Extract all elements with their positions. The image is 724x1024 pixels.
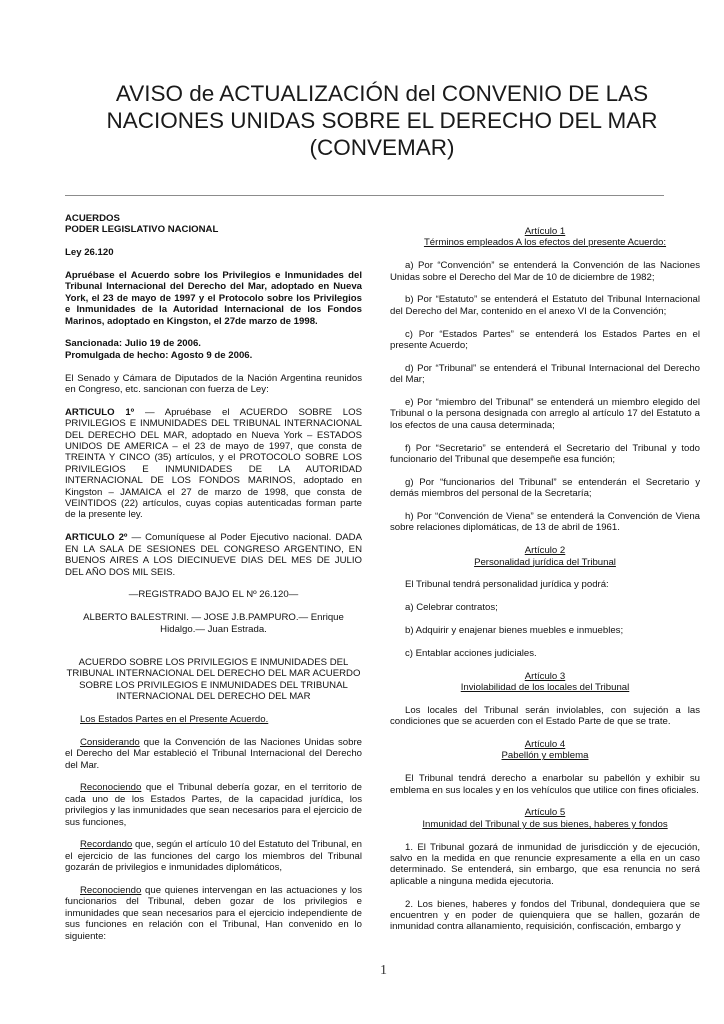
capacity-item: a) Celebrar contratos;	[405, 602, 498, 614]
article-2-label: ARTICULO 2º	[65, 532, 128, 544]
article-2	[65, 532, 362, 578]
article-2-heading: Artículo 2 Personalidad jurídica del Tribunal	[474, 545, 616, 568]
parties-heading: Los Estados Partes en el Presente Acuerdo.	[80, 713, 269, 725]
article-3-heading: Artículo 3 Inviolabilidad de los locales del Tribunal	[460, 670, 630, 694]
left-column	[65, 213, 362, 953]
law-summary: Apruébase el Acuerdo sobre los Privilegios e Inmunidades del Tribunal Internacional del Derecho del Mar, adoptado en Nueva York, el 23 de mayo de 1997 y el Protocolo sobre los Privilegios e Inmunidades de la Autoridad Internacional de los Fondos Marinos, adoptado en Kingston, el 27de marzo de 1998.	[65, 270, 362, 327]
preamble: El Senado y Cámara de Diputados de la Nación Argentina reunidos en Congreso, etc. sancionan con fuerza de Ley:	[65, 372, 362, 396]
capacity-item: c) Entablar acciones judiciales.	[405, 647, 537, 659]
section-label: ACUERDOS	[65, 213, 120, 224]
promulgated-date: Promulgada de hecho: Agosto 9 de 2006.	[65, 349, 253, 361]
definition-item: b) Por “Estatuto” se entenderá el Estatuto del Tribunal Internacional del Derecho del Mar, contenido en el anexo VI de la Convención;	[390, 294, 700, 317]
definition-item: c) Por “Estados Partes” se entenderá los Estados Partes en el presente Acuerdo;	[390, 328, 700, 352]
signatures: ALBERTO BALESTRINI. — JOSE J.B.PAMPURO.— Enrique Hidalgo.— Juan Estrada.	[83, 612, 344, 635]
authority-label: PODER LEGISLATIVO NACIONAL	[65, 224, 219, 236]
article-5-heading: Artículo 5 Inmunidad del Tribunal y de sus bienes, haberes y fondos	[422, 807, 668, 830]
article-2-intro: El Tribunal tendrá personalidad jurídica y podrá:	[405, 579, 609, 591]
article-5-item: 1. El Tribunal gozará de inmunidad de jurisdicción y de ejecución, salvo en la medida en que renuncie expresamente a ella en un caso determinado. Se entenderá, sin embargo, que esa renuncia no será aplicable a ninguna medida ejecutoria.	[390, 841, 700, 887]
recital: Reconociendo que el Tribunal debería gozar, en el territorio de cada uno de los Estados Partes, de la capacidad jurídica, los privilegios y las inmunidades que sean necesarios para el ejercicio de sus funciones,	[65, 782, 362, 828]
recital: Recordando que, según el artículo 10 del Estatuto del Tribunal, en el ejercicio de las funciones del cargo los miembros del Tribunal gozarán de privilegios e inmunidades diplomáticos,	[65, 839, 362, 874]
article-3-text: Los locales del Tribunal serán inviolables, con sujeción a las condiciones que se acuerden con el Estado Parte de que se trate.	[390, 704, 700, 728]
sanctioned-date: Sancionada: Julio 19 de 2006.	[65, 338, 201, 350]
definition-item: a) Por “Convención” se entenderá la Convención de las Naciones Unidas sobre el Derecho del Mar de 10 de diciembre de 1982;	[390, 260, 700, 283]
article-1-label: ARTICULO 1º	[65, 406, 135, 418]
registration-note: —REGISTRADO BAJO EL Nº 26.120—	[128, 589, 299, 601]
page-number: 1	[380, 963, 387, 978]
article-4-text: El Tribunal tendrá derecho a enarbolar su pabellón y exhibir su emblema en sus locales y en los vehículos que utilice con fines oficiales.	[390, 773, 700, 796]
recital: Considerando que la Convención de las Naciones Unidas sobre el Derecho del Mar estableció el Tribunal Internacional del Derecho del Mar.	[65, 736, 362, 771]
law-number: Ley 26.120	[65, 247, 114, 259]
article-2-text: — Comuníquese al Poder Ejecutivo nacional. DADA EN LA SALA DE SESIONES DEL CONGRESO ARGENTINO, EN BUENOS AIRES A LOS DIECINUEVE DIAS DEL MES DE JULIO DEL AÑO DOS MIL SEIS.	[65, 532, 362, 578]
definition-item: h) Por “Convención de Viena” se entenderá la Convención de Viena sobre relaciones diplomáticas, de 13 de abril de 1961.	[390, 511, 700, 534]
article-4-heading: Artículo 4 Pabellón y emblema	[501, 739, 589, 762]
capacity-item: b) Adquirir y enajenar bienes muebles e inmuebles;	[405, 625, 624, 637]
horizontal-rule	[65, 195, 664, 196]
article-1-heading: Artículo 1 Términos empleados A los efectos del presente Acuerdo:	[423, 226, 667, 249]
recital: Reconociendo que quienes intervengan en las actuaciones y los funcionarios del Tribunal, deben gozar de los privilegios e inmunidades que sean necesarios para el ejercicio independiente de sus funciones en relación con el Tribunal, Han convenido en lo siguiente:	[65, 884, 362, 942]
document-title: AVISO de ACTUALIZACIÓN del CONVENIO DE LAS NACIONES UNIDAS SOBRE EL DERECHO DEL MAR (CONVEMAR)	[106, 81, 658, 160]
definition-item: e) Por “miembro del Tribunal” se entenderá un miembro elegido del Tribunal o la persona designada con arreglo al artículo 17 del Estatuto a los efectos de una causa determinada;	[390, 397, 700, 431]
definition-item: d) Por “Tribunal” se entenderá el Tribunal Internacional del Derecho del Mar;	[390, 362, 700, 386]
agreement-title: ACUERDO SOBRE LOS PRIVILEGIOS E INMUNIDADES DEL TRIBUNAL INTERNACIONAL DEL DERECHO DEL MAR ACUERDO SOBRE LOS PRIVILEGIOS E INMUNIDADES DEL TRIBUNAL INTERNACIONAL DEL DERECHO DEL MAR	[66, 656, 361, 703]
definition-item: f) Por “Secretario” se entenderá el Secretario del Tribunal y todo funcionario del Tribunal que desempeñe esa función;	[390, 442, 700, 466]
definition-item: g) Por “funcionarios del Tribunal” se entenderán el Secretario y demás miembros del personal de la Secretaría;	[390, 476, 700, 500]
right-column	[390, 226, 700, 944]
article-1-text: — Apruébase el ACUERDO SOBRE LOS PRIVILEGIOS E INMUNIDADES DEL TRIBUNAL INTERNACIONAL DEL DERECHO DEL MAR, adoptado en Nueva York – ESTADOS UNIDOS DE AMERICA – el 23 de mayo de 1997, que consta de TREINTA Y CINCO (35) artículos, y el PROTOCOLO SOBRE LOS PRIVILEGIOS E INMUNIDADES DE LA AUTORIDAD INTERNACIONAL DE LOS FONDOS MARINOS, adoptado en Kingston – JAMAICA el 27 de marzo de 1998, que consta de VEINTIDOS (22) artículos, cuyas copias autenticadas forman parte de la presente ley.	[65, 406, 362, 521]
article-1	[65, 407, 362, 521]
article-5-item: 2. Los bienes, haberes y fondos del Tribunal, dondequiera que se encuentren y en poder de quienquiera que se hallen, gozarán de inmunidad contra allanamiento, requisición, confiscación, embargo y	[390, 898, 700, 933]
